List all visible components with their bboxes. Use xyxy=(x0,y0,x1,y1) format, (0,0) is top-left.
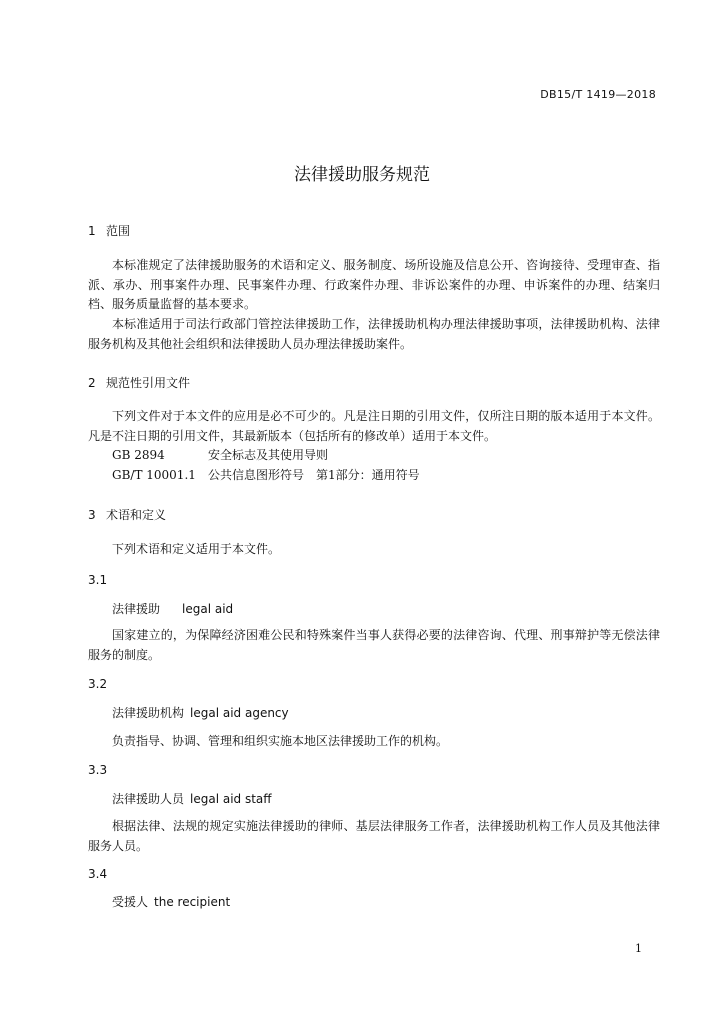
term-zh: 法律援助机构 xyxy=(112,706,185,720)
term-title xyxy=(112,893,230,910)
reference-item xyxy=(112,446,328,463)
normative-references-paragraph: 下列文件对于本文件的应用是必不可少的。凡是注日期的引用文件，仅所注日期的版本适用于本文件。凡是不注日期的引用文件，其最新版本（包括所有的修改单）适用于本文件。 xyxy=(88,409,660,443)
section-number: 3 xyxy=(88,508,96,522)
term-number: 3.1 xyxy=(88,573,108,587)
term-en: legal aid staff xyxy=(190,792,272,806)
term-en: legal aid xyxy=(182,602,234,616)
reference-code: GB/T 10001.1 xyxy=(112,468,196,482)
section-title: 范围 xyxy=(106,224,131,238)
scope-paragraph-2: 本标准适用于司法行政部门管控法律援助工作，法律援助机构办理法律援助事项，法律援助机构、法律服务机构及其他社会组织和法律援助人员办理法律援助案件。 xyxy=(88,317,660,351)
section-3-heading xyxy=(88,506,166,523)
term-zh: 受援人 xyxy=(112,895,149,909)
term-definition: 根据法律、法规的规定实施法律援助的律师、基层法律服务工作者，法律援助机构工作人员及其他法律服务人员。 xyxy=(88,819,660,853)
section-title: 规范性引用文件 xyxy=(106,376,191,390)
term-title xyxy=(112,600,233,617)
reference-code: GB 2894 xyxy=(112,448,165,462)
page-number: 1 xyxy=(635,942,642,955)
section-title: 术语和定义 xyxy=(106,508,167,522)
document-code: DB15/T 1419—2018 xyxy=(540,88,656,101)
term-number: 3.3 xyxy=(88,763,108,777)
term-number: 3.4 xyxy=(88,867,108,881)
reference-item xyxy=(112,466,420,483)
term-en: the recipient xyxy=(154,895,231,909)
scope-paragraph-1: 本标准规定了法律援助服务的术语和定义、服务制度、场所设施及信息公开、咨询接待、受理审查、指派、承办、刑事案件办理、民事案件办理、行政案件办理、非诉讼案件的办理、申诉案件的办理、结案归档、服务质量监督的基本要求。 xyxy=(88,258,660,311)
document-title: 法律援助服务规范 xyxy=(294,165,430,185)
terms-intro-paragraph: 下列术语和定义适用于本文件。 xyxy=(112,542,281,556)
term-zh: 法律援助 xyxy=(112,602,161,616)
term-definition: 负责指导、协调、管理和组织实施本地区法律援助工作的机构。 xyxy=(112,734,449,748)
section-1-heading xyxy=(88,222,130,239)
term-title xyxy=(112,704,289,721)
section-number: 1 xyxy=(88,224,96,238)
term-title xyxy=(112,790,272,807)
section-2-heading xyxy=(88,374,190,391)
term-en: legal aid agency xyxy=(190,706,289,720)
section-number: 2 xyxy=(88,376,96,390)
term-number: 3.2 xyxy=(88,677,108,691)
term-definition: 国家建立的，为保障经济困难公民和特殊案件当事人获得必要的法律咨询、代理、刑事辩护等无偿法律服务的制度。 xyxy=(88,628,660,662)
term-zh: 法律援助人员 xyxy=(112,792,185,806)
reference-name: 公共信息图形符号 第1部分：通用符号 xyxy=(208,468,420,482)
reference-name: 安全标志及其使用导则 xyxy=(208,448,329,462)
